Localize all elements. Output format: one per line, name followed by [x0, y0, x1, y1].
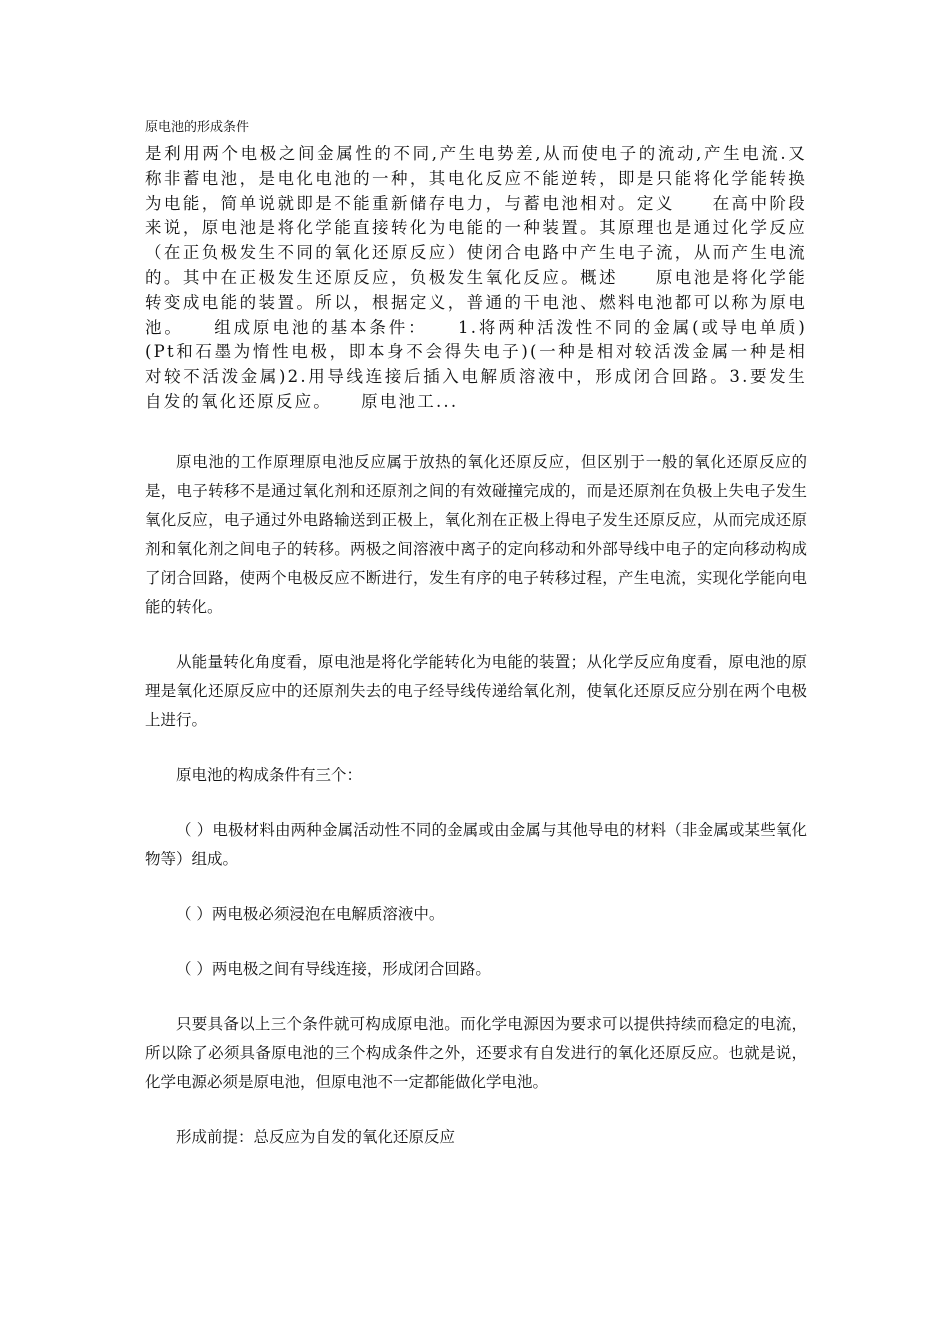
spacer	[145, 874, 807, 900]
document-title: 原电池的形成条件	[145, 120, 250, 135]
spacer	[145, 622, 807, 648]
summary-paragraph: 是利用两个电极之间金属性的不同,产生电势差,从而使电子的流动,产生电流.又称非蓄电池，是电化电池的一种，其电化反应不能逆转，即是只能将化学能转换为电能，简单说就即是不能重新储存电力，与蓄电池相对。定义 在高中阶段来说，原电池是将化学能直接转化为电能的一种装置。其原理也是通过化学反应（在正负极发生不同的氧化还原反应）使闭合电路中产生电子流，从而产生电流的。其中在正极发生还原反应，负极发生氧化反应。概述 原电池是将化学能转变成电能的装置。所以，根据定义，普通的干电池、燃料电池都可以称为原电池。 组成原电池的基本条件： 1.将两种活泼性不同的金属(或导电单质)(Pt和石墨为惰性电极，即本身不会得失电子)(一种是相对较活泼金属一种是相对较不活泼金属)2.用导线连接后插入电解质溶液中，形成闭合回路。3.要发生自发的氧化还原反应。 原电池工...	[145, 144, 807, 411]
paragraph-formation-premise: 形成前提：总反应为自发的氧化还原反应	[176, 1127, 456, 1146]
spacer	[145, 1097, 807, 1123]
spacer	[145, 790, 807, 816]
spacer	[145, 929, 807, 955]
paragraph-chemical-source: 只要具备以上三个条件就可构成原电池。而化学电源因为要求可以提供持续而稳定的电流，所以除了必须具备原电池的三个构成条件之外，还要求有自发进行的氧化还原反应。也就是说，化学电源必须是原电池，但原电池不一定都能做化学电池。	[145, 1014, 807, 1091]
document-page	[145, 118, 807, 1152]
spacer	[145, 984, 807, 1010]
paragraph-condition-2: （ ）两电极必须浸泡在电解质溶液中。	[176, 904, 445, 923]
paragraph-condition-3: （ ）两电极之间有导线连接，形成闭合回路。	[176, 959, 491, 978]
paragraph-conditions-heading: 原电池的构成条件有三个：	[176, 765, 363, 784]
paragraph-energy-conversion: 从能量转化角度看，原电池是将化学能转化为电能的装置；从化学反应角度看，原电池的原理是氧化还原反应中的还原剂失去的电子经导线传递给氧化剂，使氧化还原反应分别在两个电极上进行。	[145, 652, 807, 729]
paragraph-condition-1: （ ）电极材料由两种金属活动性不同的金属或由金属与其他导电的材料（非金属或某些氧化物等）组成。	[145, 820, 807, 868]
paragraph-working-principle: 原电池的工作原理原电池反应属于放热的氧化还原反应，但区别于一般的氧化还原反应的是，电子转移不是通过氧化剂和还原剂之间的有效碰撞完成的，而是还原剂在负极上失电子发生氧化反应，电子通过外电路输送到正极上，氧化剂在正极上得电子发生还原反应，从而完成还原剂和氧化剂之间电子的转移。两极之间溶液中离子的定向移动和外部导线中电子的定向移动构成了闭合回路，使两个电极反应不断进行，发生有序的电子转移过程，产生电流，实现化学能向电能的转化。	[145, 452, 807, 616]
spacer	[145, 415, 807, 448]
spacer	[145, 735, 807, 761]
